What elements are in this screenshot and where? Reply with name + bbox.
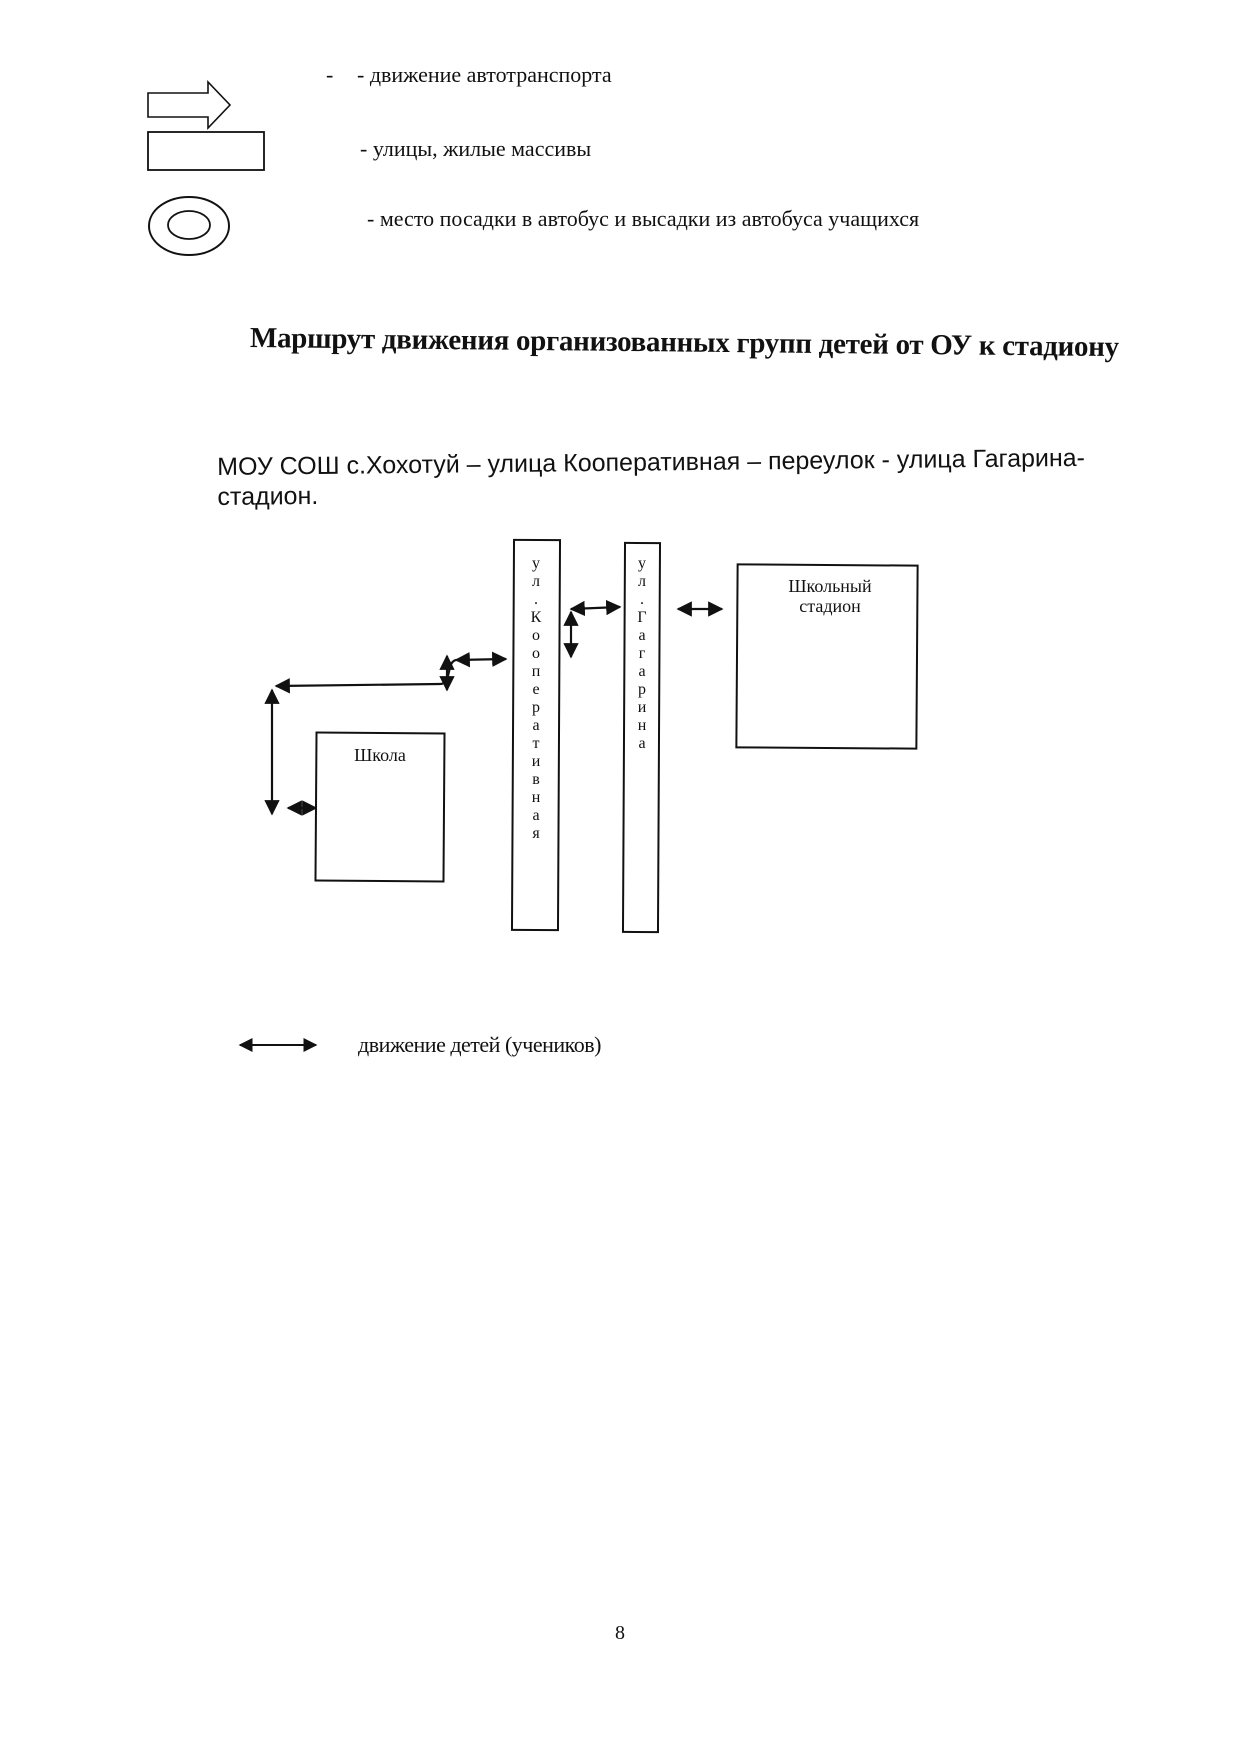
school-label: Школа bbox=[354, 745, 406, 765]
legend-streets: - улицы, жилые массивы bbox=[360, 136, 592, 161]
legend-dash: - bbox=[326, 62, 334, 87]
children-route-arrows bbox=[272, 607, 722, 814]
legend-vehicle-movement: - движение автотранспорта bbox=[357, 62, 612, 87]
page-number: 8 bbox=[615, 1622, 625, 1644]
children-movement-legend: движение детей (учеников) bbox=[358, 1032, 601, 1057]
stadium-label: Школьный стадион bbox=[788, 576, 872, 616]
street-kooperativnaya-label: у л . К о о п е р а т и в н а я bbox=[530, 555, 542, 842]
street-gagarina-label: у л . Г а г а р и н а bbox=[637, 555, 647, 752]
legend-bus-stop: - место посадки в автобус и высадки из автобуса учащихся bbox=[367, 206, 920, 231]
route-description: МОУ СОШ с.Хохотуй – улица Кооперативная – переулок - улица Гагарина-стадион. bbox=[217, 443, 1086, 511]
route-title: Маршрут движения организованных групп детей от ОУ к стадиону bbox=[249, 322, 1120, 364]
